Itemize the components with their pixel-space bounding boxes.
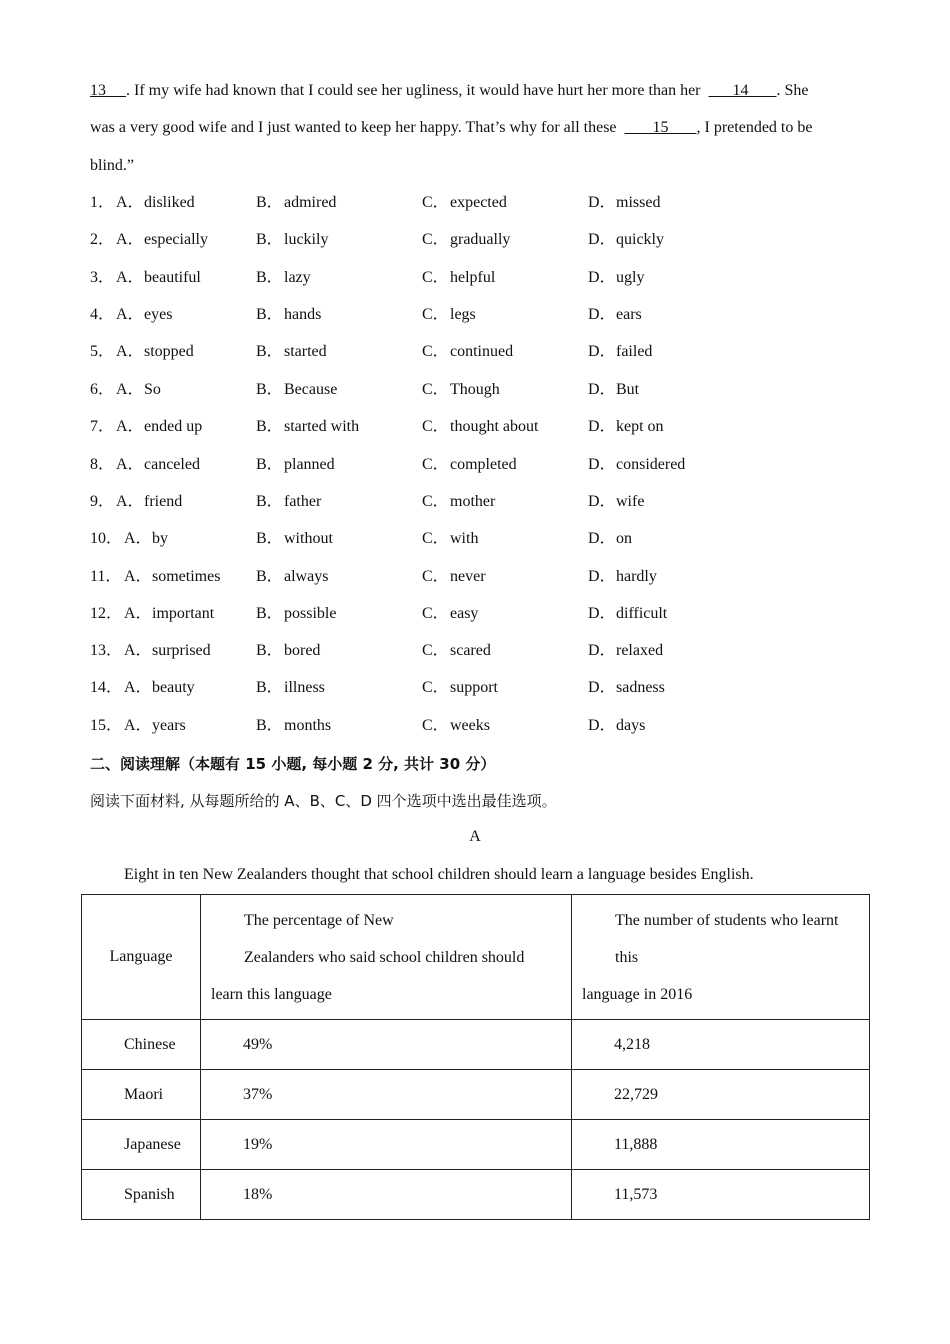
question-number: 10． xyxy=(90,530,123,547)
cell-students: 11,888 xyxy=(572,1120,870,1170)
option-b[interactable]: B．months xyxy=(256,717,332,734)
option-c[interactable]: C．expected xyxy=(422,194,507,211)
header-students: The number of students who learnt this language in 2016 xyxy=(572,895,870,1020)
question-number: 6． xyxy=(90,381,115,398)
cell-percentage: 37% xyxy=(201,1070,572,1120)
passage-text: was a very good wife and I just wanted to keep her happy. That’s why for all these xyxy=(90,119,621,136)
option-b[interactable]: B．illness xyxy=(256,679,325,696)
option-b[interactable]: B．bored xyxy=(256,642,321,659)
option-d[interactable]: D．considered xyxy=(588,456,686,473)
option-c[interactable]: C．support xyxy=(422,679,498,696)
passage-text: . She xyxy=(776,82,809,99)
option-a[interactable]: A．beauty xyxy=(124,679,195,696)
passage-intro: Eight in ten New Zealanders thought that school children should learn a language besides English. xyxy=(124,866,754,883)
question-row xyxy=(90,567,850,587)
question-number: 9． xyxy=(90,493,115,510)
question-number: 1． xyxy=(90,194,115,211)
cell-language: Maori xyxy=(82,1070,201,1120)
passage-line-2 xyxy=(90,118,812,138)
question-number: 5． xyxy=(90,343,115,360)
question-row xyxy=(90,380,850,400)
option-d[interactable]: D．relaxed xyxy=(588,642,664,659)
option-a[interactable]: A．surprised xyxy=(124,642,211,659)
passage-text: . If my wife had known that I could see her ugliness, it would have hurt her more than her xyxy=(126,82,705,99)
question-number: 14． xyxy=(90,679,123,696)
option-b[interactable]: B．father xyxy=(256,493,322,510)
question-row xyxy=(90,305,850,325)
option-b[interactable]: B．admired xyxy=(256,194,337,211)
cell-students: 22,729 xyxy=(572,1070,870,1120)
section-instruction: 阅读下面材料, 从每题所给的 A、B、C、D 四个选项中选出最佳选项。 xyxy=(90,792,557,810)
question-row xyxy=(90,492,850,512)
option-b[interactable]: B．lazy xyxy=(256,269,311,286)
option-b[interactable]: B．Because xyxy=(256,381,338,398)
option-a[interactable]: A．So xyxy=(116,381,161,398)
option-a[interactable]: A．beautiful xyxy=(116,269,201,286)
question-number: 15． xyxy=(90,717,123,734)
blank-15: 15 xyxy=(652,119,669,136)
option-d[interactable]: D．But xyxy=(588,381,640,398)
option-d[interactable]: D．kept on xyxy=(588,418,664,435)
cell-percentage: 49% xyxy=(201,1020,572,1070)
cell-language: Japanese xyxy=(82,1120,201,1170)
option-b[interactable]: B．always xyxy=(256,568,329,585)
table-row xyxy=(82,1170,870,1220)
question-row xyxy=(90,604,850,624)
option-c[interactable]: C．with xyxy=(422,530,479,547)
question-number: 2． xyxy=(90,231,115,248)
option-a[interactable]: A．disliked xyxy=(116,194,195,211)
option-a[interactable]: A．important xyxy=(124,605,215,622)
option-b[interactable]: B．started with xyxy=(256,418,360,435)
option-c[interactable]: C．mother xyxy=(422,493,496,510)
option-d[interactable]: D．ears xyxy=(588,306,642,323)
table-row xyxy=(82,1070,870,1120)
question-row xyxy=(90,342,850,362)
option-a[interactable]: A．especially xyxy=(116,231,208,248)
blank-14: 14 xyxy=(732,82,749,99)
option-c[interactable]: C．easy xyxy=(422,605,479,622)
language-table xyxy=(81,894,870,1220)
option-b[interactable]: B．started xyxy=(256,343,327,360)
cell-percentage: 19% xyxy=(201,1120,572,1170)
option-c[interactable]: C．legs xyxy=(422,306,476,323)
question-row xyxy=(90,455,850,475)
option-c[interactable]: C．gradually xyxy=(422,231,511,248)
question-row xyxy=(90,678,850,698)
header-language: Language xyxy=(82,895,201,1020)
question-number: 12． xyxy=(90,605,123,622)
cell-language: Spanish xyxy=(82,1170,201,1220)
option-a[interactable]: A．friend xyxy=(116,493,183,510)
question-row xyxy=(90,193,850,213)
option-b[interactable]: B．possible xyxy=(256,605,337,622)
option-c[interactable]: C．Though xyxy=(422,381,500,398)
passage-line-3: blind.” xyxy=(90,157,134,174)
question-number: 11． xyxy=(90,568,122,585)
question-row xyxy=(90,268,850,288)
question-number: 3． xyxy=(90,269,115,286)
question-row xyxy=(90,529,850,549)
table-row xyxy=(82,1120,870,1170)
table-row xyxy=(82,1020,870,1070)
option-c[interactable]: C．weeks xyxy=(422,717,490,734)
option-b[interactable]: B．luckily xyxy=(256,231,329,248)
option-d[interactable]: D．on xyxy=(588,530,632,547)
question-number: 7． xyxy=(90,418,115,435)
option-d[interactable]: D．sadness xyxy=(588,679,665,696)
question-number: 13． xyxy=(90,642,123,659)
option-c[interactable]: C．completed xyxy=(422,456,517,473)
question-row xyxy=(90,230,850,250)
option-b[interactable]: B．planned xyxy=(256,456,335,473)
section-heading: 二、阅读理解（本题有 15 小题, 每小题 2 分, 共计 30 分） xyxy=(90,755,496,773)
option-c[interactable]: C．continued xyxy=(422,343,514,360)
table-header-row xyxy=(82,895,870,1020)
option-a[interactable]: A．canceled xyxy=(116,456,200,473)
passage-text: , I pretended to be xyxy=(696,119,813,136)
option-d[interactable]: D．wife xyxy=(588,493,645,510)
option-b[interactable]: B．without xyxy=(256,530,333,547)
option-d[interactable]: D．hardly xyxy=(588,568,657,585)
header-percentage: The percentage of New Zealanders who said school children should learn this language xyxy=(201,895,572,1020)
blank-13: 13 xyxy=(90,82,106,99)
option-d[interactable]: D．days xyxy=(588,717,646,734)
option-d[interactable]: D．quickly xyxy=(588,231,664,248)
question-row xyxy=(90,417,850,437)
option-a[interactable]: A．ended up xyxy=(116,418,203,435)
question-row xyxy=(90,641,850,661)
option-c[interactable]: C．thought about xyxy=(422,418,539,435)
passage-label: A xyxy=(469,828,481,845)
option-c[interactable]: C．helpful xyxy=(422,269,496,286)
option-d[interactable]: D．missed xyxy=(588,194,661,211)
option-d[interactable]: D．failed xyxy=(588,343,653,360)
option-d[interactable]: D．ugly xyxy=(588,269,645,286)
option-a[interactable]: A．stopped xyxy=(116,343,194,360)
question-number: 8． xyxy=(90,456,115,473)
cell-students: 11,573 xyxy=(572,1170,870,1220)
question-row xyxy=(90,716,850,736)
option-d[interactable]: D．difficult xyxy=(588,605,668,622)
option-c[interactable]: C．scared xyxy=(422,642,491,659)
option-a[interactable]: A．by xyxy=(124,530,168,547)
option-a[interactable]: A．years xyxy=(124,717,186,734)
passage-line-1 xyxy=(90,81,809,101)
question-number: 4． xyxy=(90,306,115,323)
cell-percentage: 18% xyxy=(201,1170,572,1220)
option-a[interactable]: A．eyes xyxy=(116,306,173,323)
option-a[interactable]: A．sometimes xyxy=(124,568,221,585)
option-b[interactable]: B．hands xyxy=(256,306,322,323)
option-c[interactable]: C．never xyxy=(422,568,486,585)
cell-students: 4,218 xyxy=(572,1020,870,1070)
cell-language: Chinese xyxy=(82,1020,201,1070)
